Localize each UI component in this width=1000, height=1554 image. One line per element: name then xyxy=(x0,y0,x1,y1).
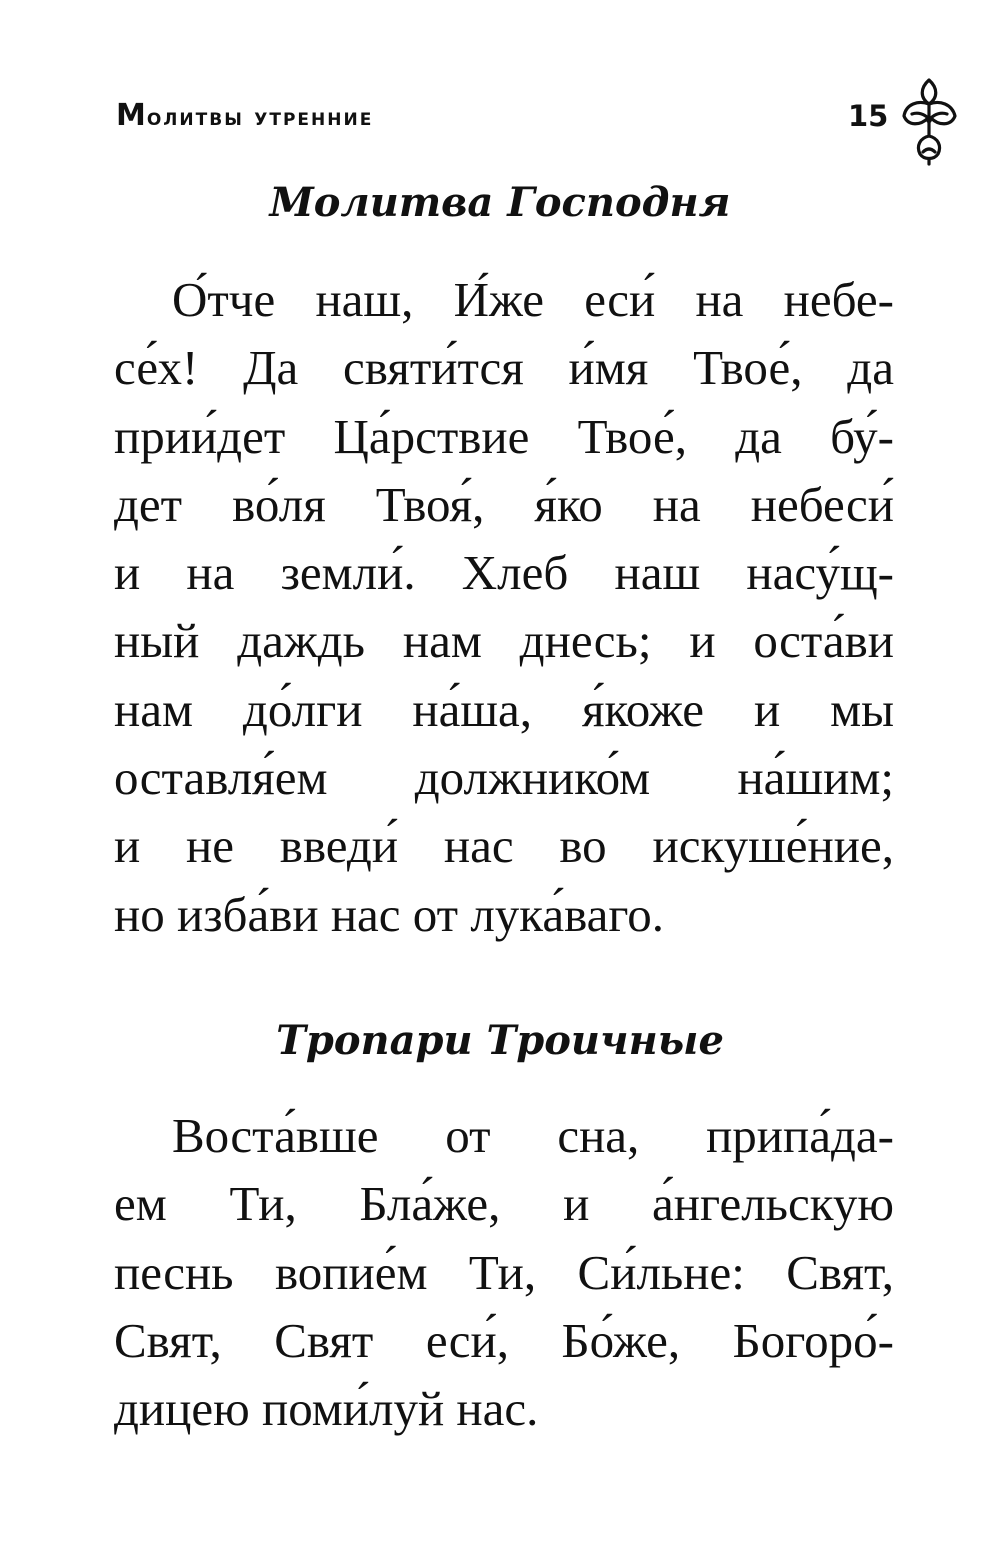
text-line: прии́дет Ца́рствие Твое́, да бу́- xyxy=(114,408,894,464)
text-line: и не введи́ нас во искуше́ние, xyxy=(114,818,894,874)
running-head-word-1: олитвы xyxy=(146,103,244,131)
text-line: ный даждь нам днесь; и оста́ви xyxy=(114,613,894,669)
text-line: и на земли́. Хлеб наш насу́щ- xyxy=(114,545,894,601)
running-head-title xyxy=(116,96,373,137)
text-line: песнь вопие́м Ти, Си́льне: Свят, xyxy=(114,1244,894,1300)
text-line: О́тче наш, И́же еси́ на небе- xyxy=(172,272,894,327)
paragraph-troparia xyxy=(114,1102,894,1443)
text-line: ем Ти, Бла́же, и а́нгельскую xyxy=(114,1176,894,1232)
text-line: се́х! Да святи́тся и́мя Твое́, да xyxy=(114,340,894,396)
text-line: Воста́вше от сна, припа́да- xyxy=(172,1108,894,1163)
section-heading-troparia: Тропари Троичные xyxy=(276,1017,724,1064)
running-head-initial: М xyxy=(116,98,147,133)
text-line: дицею поми́луй нас. xyxy=(114,1381,539,1437)
text-line: Свят, Свят еси́, Бо́же, Богоро́- xyxy=(114,1312,894,1368)
running-head-word-2: утренние xyxy=(254,103,374,131)
paragraph-lords-prayer xyxy=(114,266,894,949)
text-line: но изба́ви нас от лука́ваго. xyxy=(114,886,664,942)
section-heading-lords-prayer: Молитва Господня xyxy=(269,179,731,226)
fleuron-ornament-icon xyxy=(898,74,960,166)
page-number: 15 xyxy=(848,99,889,133)
text-line: нам до́лги на́ша, я́коже и мы xyxy=(114,681,894,737)
text-line: оставля́ем должнико́м на́шим; xyxy=(114,750,894,806)
text-line: дет во́ля Твоя́, я́ко на небеси́ xyxy=(114,476,894,532)
